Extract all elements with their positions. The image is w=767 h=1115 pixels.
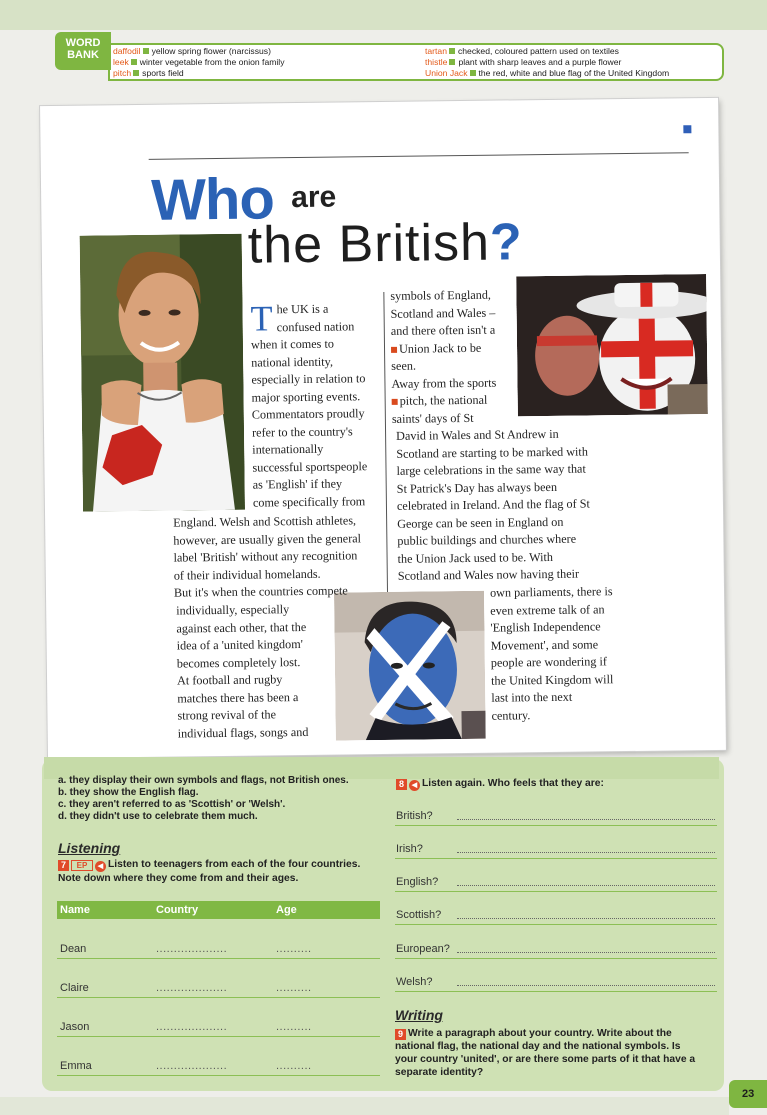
title-are: are [290,180,337,215]
answer-row-english[interactable]: English? [395,874,717,892]
word-bank-entry: thistle plant with sharp leaves and a purple flower [425,57,622,67]
title-rule [149,152,689,160]
table-row: Jason .................... .......... [57,1019,380,1037]
photo-scottish-fan [334,591,486,741]
option-d: d. they didn't use to celebrate them much. [58,811,258,822]
answer-row-irish[interactable]: Irish? [395,841,717,859]
question-number: 9 [395,1029,406,1040]
article-col1-wide: England. Welsh and Scottish athletes, however, are usually given the general label 'British' without any recognition of their individual homelands. But it's when the countries compete [173,513,362,600]
article-col1-bottom: individually, especially against each other, that the idea of a 'united kingdom' becomes completely lost. At football and rugby matches there has been a strong revival of the individual flags, songs and [176,602,309,741]
word-bank-left-column [113,46,285,79]
word-bank-entry: Union Jack the red, white and blue flag of the United Kingdom [425,68,670,78]
title-who: Who [150,166,275,233]
audio-icon: ◀ [95,861,106,872]
wordbank-marker [391,347,397,353]
article-col1-top: T he UK is a confused nation when it comes to national identity, especially in relation to major sporting events. Commentators proudly refer to the country's internationally successful sportspeople as 'English' if they come specifically from [250,298,368,510]
page-number: 23 [729,1080,767,1108]
wordbank-marker [392,399,398,405]
top-page-edge [0,0,767,30]
question-8: 8 ◀ Listen again. Who feels that they are: [396,777,604,791]
article-col2-wide: David in Wales and St Andrew in Scotland are starting to be marked with large celebrations in the same way that St Patrick's Day has always been celebrated in Ireland. And the flag of St George can be seen in England on public buildings and churches where the Union Jack used to be. With Scotland and Wales now having their [396,426,590,583]
word-bank-entry: tartan checked, coloured pattern used on textiles [425,46,619,56]
listening-heading: Listening [58,840,121,856]
title-rule-marker [683,125,691,133]
table-row: Emma .................... .......... [57,1058,380,1076]
question-7: 7 EP ◀ Listen to teenagers from each of the four countries. Note down where they come from and their ages. [58,859,361,884]
audio-icon: ◀ [409,780,420,791]
answer-row-scottish[interactable]: Scottish? [395,907,717,925]
article-col2-top: symbols of England, Scotland and Wales – and there often isn't a Union Jack to be seen. Away from the sports pitch, the national saints' days of St [390,287,497,426]
word-bank-label: WORD BANK [55,32,111,70]
photo-welsh-athlete [80,234,245,512]
answer-row-welsh[interactable]: Welsh? [395,974,717,992]
answer-row-british[interactable]: British? [395,808,717,826]
question-number: 7 [58,860,69,871]
table-row: Claire .................... .......... [57,980,380,998]
title-british: the British? [247,213,524,275]
word-bank-entry: daffodil yellow spring flower (narcissus) [113,46,271,56]
bottom-page-edge [0,1097,729,1115]
question-number: 8 [396,779,407,790]
writing-heading: Writing [395,1007,443,1023]
answer-row-european[interactable]: European? [395,941,717,959]
table-header: Name Country Age [57,901,380,919]
photo-english-fan [516,274,708,416]
article-card [40,98,726,758]
article-col2-bottom: own parliaments, there is even extreme talk of an 'English Independence Movement', and some people are wondering if the United Kingdom will last into the next century. [489,584,614,723]
question-9: 9 Write a paragraph about your country. Write about the national flag, the national day and the national symbols. Is your country 'united', or are there some parts of it that have a separate identity? [395,1028,696,1078]
word-bank-right-column [425,46,669,79]
option-a: a. they display their own symbols and flags, not British ones. [58,775,349,786]
word-bank-entry: leek winter vegetable from the onion family [113,57,285,67]
table-row: Dean .................... .......... [57,941,380,959]
ep-badge: EP [71,860,93,871]
drop-cap: T [250,298,273,339]
option-c: c. they aren't referred to as 'Scottish' or 'Welsh'. [58,799,286,810]
option-b: b. they show the English flag. [58,787,199,798]
word-bank-entry: pitch sports field [113,68,184,78]
